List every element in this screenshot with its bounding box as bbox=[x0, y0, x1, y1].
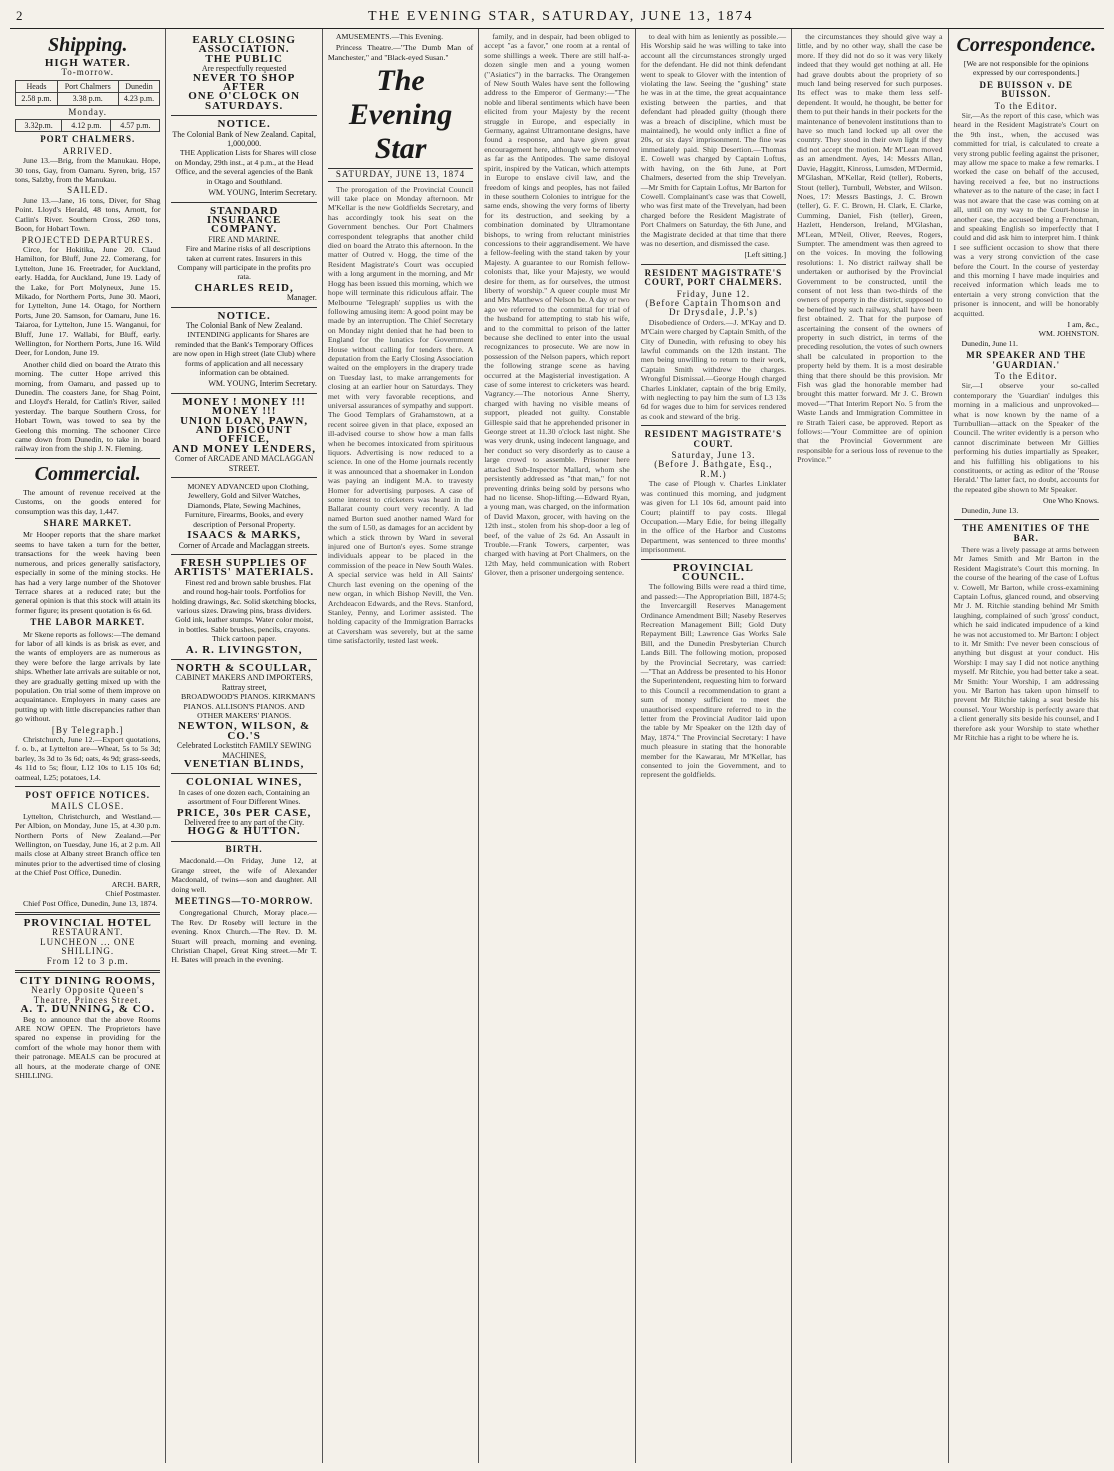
column-1 bbox=[10, 29, 166, 1463]
divider bbox=[641, 559, 786, 560]
postmaster-place: Chief Post Office, Dunedin, June 13, 1874. bbox=[23, 898, 158, 908]
high-water-heading: HIGH WATER. bbox=[44, 57, 131, 69]
notice-signature: WM. YOUNG, Interim Secretary. bbox=[208, 379, 317, 389]
labor-text: Mr Skene reports as follows:—The demand for labor of all kinds is as brisk as ever, and the wants of employers are as numerous as they were before the large arrivals by late ships. Whether late arrivals are suitable or not, they are gradually getting mixed up with the population. On trial some of them improve on acquaintance. Employers in many cases are putting up with little discrepancies rather than go without. bbox=[15, 629, 161, 724]
telegraph-label: [By Telegraph.] bbox=[51, 724, 124, 735]
divider bbox=[15, 786, 160, 787]
cabinet-makers-ad bbox=[171, 660, 316, 774]
fire-marine-label: FIRE AND MARINE. bbox=[208, 234, 281, 244]
news-text: family, and in despair, had been obliged to accept "as a favor," one room at a rental of some shillings a week. There are still half-a-dozen single men and a young women ("Asiatics") in the barracks. The Orangemen of New South Wales have sent the following address to the Emperor of Germany:—"The noble and liberal sentiments which have been elicited from your Majesty by the recent struggle in Europe, and especially in Germany, against Ultramontane designs, have found a response, and have given great encouragement here, although we be removed as far as the Antipodes. The same disloyal spirit, inspired by the Vatican, which attempts in Europe to enslave civil law, and the freedom of kings and peoples, has not failed in these southern Colonies to intrigue for the same ends, showing the very forms of liberty for its destruction, and seeking by a combination dominated by Ultramontane bishops, to wring from reluctant ministries concessions to their aggrandisement. We have a fellow-feeling with the stand taken by your Majesty. A guarantee to our Romish fellow-colonists that, like your Majesty, we would desire for them, as for ourselves, the utmost liberty of worship." A queer couple must Mr and Mrs Matthews of Nelson be. A day or two ago we referred to the committal for trial of the husband for attempting to stab his wife, and to the committal to prison of the latter because she declined to enter into the usual recognizances to prosecute. We are now in possession of the Nelson papers, which report the following strange scene as having occurred at the Magisterial investigation. A case of some interest to cricketers was heard. Vagrancy.—The notorious Anne Sherry, charged with having no visible means of support, pleaded not guilty. Constable Gillespie said that he apprehended prisoner in George street at 11.30 o'clock last night. She was very drunk, using indecent language, and her conduct so very disorderly as to cause a large crowd to assemble. Prisoner here attacked Sub-Inspector Mallard, whom she persistently addressed as "that man," for not preventing drinks being sold by persons who had no license. Shop-lifting.—Edward Ryan, a young man, was charged, on the information of David Maxon, grocer, with having on the 12th inst., stolen from his shop-door a leg of beef, of the value of 2s 6d. An Assault in Trouble.—Frank Towers, carpenter, was charged with having at Port Chalmers, on the 12th May, held communication with Robert Glover, then a prisoner undergoing sentence. bbox=[484, 32, 630, 578]
amusements-text: Princess Theatre.—"The Dumb Man of Manchester," and "Black-eyed Susan." bbox=[327, 43, 474, 62]
amenities-text: There was a lively passage at arms between Mr James Smith and Mr Barton in the Resident Magistrate's Court this morning. In the course of the hearing of the case of Loftus v. Cowell, Mr Barton, while cross-examining Captain Loftus, glanced round, and observing Mr J. M. Ritchie standing behind Mr Smith laughing, complained of such 'gross' conduct, which he said indicated impudence of a kind he was not accustomed to. Mr Barton: I object to it. Mr Smith: I've never been conscious of anything but disgust at your conduct. His Worship: I may say I did not notice anything myself. Mr Ritchie, you had better take a seat. Mr Smith: Your Worship, I am addressing you. Mr Barton has taken upon himself to prevent Mr Ritchie taking a seat beside his counsel. Your Worship is perfectly aware that a client generally sits beside his counsel, and I therefore ask your Worship to state whether Mr Ritchie has a right to be where he is. bbox=[953, 544, 1099, 743]
commercial-text: The amount of revenue received at the Customs, on the goods entered for consumption was this day, 1,447. bbox=[15, 487, 161, 516]
rmc-date: Saturday, June 13. bbox=[671, 450, 756, 461]
livingston-name: A. R. LIVINGSTON, bbox=[185, 643, 303, 656]
money-advanced-text: MONEY ADVANCED upon Clothing, Jewellery, Gold and Silver Watches, Diamonds, Plate, Sewing Machines, Furniture, Firearms, Books, and every description of Personal Property. bbox=[184, 482, 309, 529]
column-3 bbox=[323, 29, 479, 1463]
wines-price: PRICE, 30s PER CASE, bbox=[176, 806, 312, 819]
cabinet-title: CABINET MAKERS AND IMPORTERS, bbox=[175, 673, 313, 683]
divider bbox=[15, 970, 160, 973]
company-label: COMPANY. bbox=[210, 223, 278, 236]
divider bbox=[954, 519, 1099, 520]
amusements-heading: AMUSEMENTS.—This Evening. bbox=[335, 32, 444, 41]
divider bbox=[15, 458, 160, 459]
meetings-text: Congregational Church, Moray place.—The Rev. Dr Roseby will lecture in the evening. Knox Church.—The Rev. D. M. Stuart will preach, morning and evening. Christian Chapel, Great King street.—Mr T. H. Bates will preach in the evening. bbox=[171, 908, 317, 965]
tide-cell: 4.57 p.m. bbox=[111, 120, 160, 132]
notice-signature: WM. YOUNG, Interim Secretary. bbox=[208, 188, 317, 198]
restaurant-label: RESTAURANT. bbox=[52, 927, 124, 938]
tide-header: Dunedin bbox=[118, 80, 160, 92]
commercial-heading: Commercial. bbox=[34, 462, 141, 485]
share-text: Mr Hooper reports that the share market seems to have taken a turn for the better, transactions for the week having been numerous, and prices generally satisfactory, especially in some of the mining stocks. He has had a very large number of the Shotover Terrace shares at a reduced rate; but the general opinion is that this stock will attain its former figure; its present quotation is 6s 6d. bbox=[15, 530, 161, 615]
telegraph-text: Christchurch, June 12.—Export quotations, f. o. b., at Lyttelton are—Wheat, 5s to 5s 3d; barley, 3s 3d to 3s 6d; oats, 4s 9d; grass-seeds, 4s 11d to 5s; flour, L12 10s to L15 10s 6d; oatmeal, L25; potatoes, L4. bbox=[15, 735, 161, 782]
hours-label: From 12 to 3 p.m. bbox=[46, 955, 129, 966]
letter-sign: I am, &c., bbox=[1067, 319, 1099, 329]
isaacs-address: Corner of Arcade and Maclaggan streets. bbox=[178, 540, 310, 550]
standard-insurance-ad bbox=[171, 203, 316, 308]
paper-title: The Evening Star bbox=[348, 64, 453, 166]
colonial-wines-ad bbox=[171, 774, 316, 841]
standard-title: STANDARD INSURANCE bbox=[206, 204, 282, 226]
sewing-machines: Celebrated Lockstitch FAMILY SEWING MACHINES, bbox=[176, 741, 312, 760]
monday-label: Monday. bbox=[68, 106, 108, 117]
manager-label: Manager. bbox=[286, 293, 317, 303]
page-number: 2 bbox=[16, 8, 24, 23]
arrived-text: June 13.—Brig, from the Manukau. Hope, 30 tons, Gay, from Oamaru. Syren, brig, 157 tons, Salzby, from the Manukau. bbox=[15, 156, 161, 185]
charles-reid: CHARLES REID, bbox=[194, 281, 294, 294]
money-ad bbox=[171, 394, 316, 478]
notice-title: NOTICE. bbox=[217, 118, 271, 131]
letter-text: Sir,—I observe your so-called contemporary the 'Guardian' indulges this morning in a malicious and unprovoked—what is now known by the name of a Turnbullian—attack on the Speaker of the Council. The writer evidently is a person who cannot discriminate between Mr Gillies performing his duties impartially as Speaker, and his fulfilling his obligations to his constituents, or acting as editor of the 'Rouse Herald.' The latter fact, no doubt, accounts for the repeated gibe shown to Mr Speaker. bbox=[953, 381, 1099, 494]
sailed-text: June 13.—Jane, 16 tons, Diver, for Shag Point. Lloyd's Herald, 48 tons, Arnott, for Catlin's River. Southern Cross, 260 tons, Boon, for Hobart Town. bbox=[15, 195, 161, 234]
money-advanced-ad bbox=[171, 478, 316, 555]
letter-to: To the Editor. bbox=[994, 100, 1058, 111]
tide-table-monday bbox=[15, 119, 160, 132]
divider bbox=[15, 912, 160, 915]
one-oclock-line: ONE O'CLOCK ON SATURDAYS. bbox=[188, 90, 301, 112]
hogg-hutton: HOGG & HUTTON. bbox=[187, 825, 301, 838]
column-4 bbox=[479, 29, 635, 1463]
sailed-heading: SAILED. bbox=[67, 185, 109, 196]
rmc-date: Friday, June 12. bbox=[676, 288, 751, 299]
divider bbox=[641, 264, 786, 265]
post-office-heading: POST OFFICE NOTICES. bbox=[25, 790, 151, 801]
notice-title: NOTICE. bbox=[217, 309, 271, 322]
postmaster-name: ARCH. BARR, bbox=[111, 879, 161, 889]
correspondence-heading: Correspondence. bbox=[956, 34, 1096, 56]
dining-address: Nearly Opposite Queen's Theatre, Princes Street. bbox=[31, 985, 145, 1005]
postmaster-role: Chief Postmaster. bbox=[105, 889, 161, 899]
north-scoullar: NORTH & SCOULLAR, bbox=[176, 661, 312, 674]
letter-to: To the Editor. bbox=[994, 371, 1058, 381]
dunning-text: Beg to announce that the above Rooms ARE NOW OPEN. The Proprietors have spared no expense in providing for the comfort of the whole may honor them with their patronage. MEALS can be procured at all hours, at the moderate charge of ONE SHILLING. bbox=[15, 1014, 161, 1080]
letter-title: DE BUISSON v. DE BUISSON. bbox=[979, 79, 1073, 100]
dining-rooms-title: CITY DINING ROOMS, bbox=[19, 974, 156, 987]
notice-text: INTENDING applicants for Shares are reminded that the Bank's Temporary Offices are now open in High street (late Club) where forms of application and all necessary information can be obtained. bbox=[172, 330, 316, 377]
notice-text: THE Application Lists for Shares will close on Monday, 29th inst., at 4 p.m., at the Head Office, and the several agencies of the Bank in Otago and Southland. bbox=[174, 148, 317, 186]
rmc-bench: (Before J. Bathgate, Esq., R.M.) bbox=[654, 459, 773, 479]
notice-subtitle: The Colonial Bank of New Zealand. Capital, 1,000,000. bbox=[172, 129, 316, 149]
shipping-heading: Shipping. bbox=[47, 34, 128, 56]
fire-text: Fire and Marine risks of all descriptions taken at current rates. Insurers in this Company will participate in the profits pro rata. bbox=[177, 244, 311, 282]
arrived-heading: ARRIVED. bbox=[62, 145, 113, 156]
bank-notice-1 bbox=[171, 116, 316, 202]
union-loan-title: UNION LOAN, PAWN, AND DISCOUNT OFFICE, bbox=[180, 414, 309, 446]
provincial-council-text: The following Bills were read a third time, and passed:—The Appropriation Bill, 1874-5; the Invercargill Reserves Management Ordinance Amendment Bill; Naseby Reserves Recreation Management Bill; Gold Duty Repayment Bill; Lawrence Gas Works Sale Bill, and the Dunedin Presbyterian Church Lands Bill. The following motion, proposed by the Provincial Secretary, was carried:—"That an Address be presented to his Honor the Superintendent, requesting him to forward to this Council a recommendation to grant a sum of money sufficient to meet the unauthorised expenditure referred to in the letter from the Provincial Auditor laid upon the table by Mr Speaker on the 12th day of May, 1874." The Provincial Secretary: I have much pleasure in stating that the honorable member for the Kawarau, Mr M'Kellar, has consented to join the Government, and to represent the goldfields. bbox=[640, 582, 787, 780]
meetings-heading: MEETINGS—TO-MORROW. bbox=[174, 895, 314, 906]
tide-cell: 2.58 p.m. bbox=[16, 93, 58, 105]
the-public: THE PUBLIC bbox=[205, 52, 283, 65]
tide-header: Heads bbox=[16, 80, 58, 92]
port-chalmers-heading: PORT CHALMERS. bbox=[40, 134, 136, 145]
disclaimer: [We are not responsible for the opinions expressed by our correspondents.] bbox=[963, 59, 1089, 78]
letter-sign: One Who Knows. bbox=[1043, 496, 1099, 506]
respectfully-line: Are respectfully requested bbox=[201, 64, 287, 74]
ship-news: Another child died on board the Atrato this morning. The cutter Hope arrived this morning, from Oamaru, and passed up to Dunedin. The coasters Jane, for Shag Point, and Lloyd's Herald, for Catlin's River, sailed yesterday. The barque Southern Cross, for Hobart Town, was towed to sea by the Geelong this morning. The schooner Circe came down from Dunedin, to take in board railway iron from the ship J. N. Fleming. bbox=[15, 359, 161, 454]
newton-wilson: NEWTON, WILSON, & CO.'S bbox=[178, 720, 311, 742]
birth-text: Macdonald.—On Friday, June 12, at Grange street, the wife of Alexander Macdonald, of twins—son and daughter. All doing well. bbox=[171, 856, 317, 894]
dunning-name: A. T. DUNNING, & CO. bbox=[20, 1003, 155, 1016]
rmc-heading: RESIDENT MAGISTRATE'S COURT. bbox=[644, 429, 783, 449]
letter-name: WM. JOHNSTON. bbox=[1038, 329, 1099, 339]
notice-subtitle: The Colonial Bank of New Zealand. bbox=[185, 320, 303, 330]
letter-title: MR SPEAKER AND THE 'GUARDIAN.' bbox=[966, 350, 1087, 370]
masthead bbox=[10, 6, 1104, 29]
mails-close-heading: MAILS CLOSE. bbox=[51, 801, 125, 812]
column-6 bbox=[792, 29, 948, 1463]
tide-cell: 3.32p.m. bbox=[16, 120, 62, 132]
hotel-title: PROVINCIAL HOTEL bbox=[23, 916, 152, 929]
columns bbox=[10, 29, 1104, 1463]
column-5 bbox=[636, 29, 792, 1463]
fresh-text: Finest red and brown sable brushes. Flat and round hog-hair tools. Portfolios for holding drawings, &c. Solid sketching blocks, various sizes. Drawing pins, brass dividers. Gold ink, leather stumps. Water color moist, in bottles. Sable brushes, pencils, crayons. Thick cartoon paper. bbox=[172, 577, 317, 644]
masthead-title: THE EVENING STAR, SATURDAY, JUNE 13, 1874 bbox=[368, 9, 754, 24]
wines-text: In cases of one dozen each, Containing an assortment of Four Different Wines. bbox=[178, 787, 310, 807]
rmc-text: The case of Plough v. Charles Linklater was continued this morning, and judgment was given for L1 10s 6d, amount paid into Court; plaintiff to pay costs. Illegal Occupation.—Mary Edie, for being illegally in the office of the Harbor and Customs Department, was sentenced to three months' imprisonment. bbox=[640, 479, 787, 555]
rmc-bench: (Before Captain Thomson and Dr Drysdale, J.P.'s) bbox=[645, 297, 782, 318]
letter-place: Dunedin, June 13. bbox=[961, 505, 1019, 515]
isaacs-marks: ISAACS & MARKS, bbox=[187, 529, 301, 542]
rattray-street: Rattray street, bbox=[221, 682, 267, 692]
tide-table-tomorrow bbox=[15, 80, 160, 106]
fresh-title: FRESH SUPPLIES OF ARTISTS' MATERIALS. bbox=[174, 556, 315, 579]
never-line: NEVER TO SHOP AFTER bbox=[192, 71, 296, 94]
tide-cell: 4.12 p.m. bbox=[62, 120, 111, 132]
early-closing-title: EARLY CLOSING ASSOCIATION. bbox=[192, 34, 296, 56]
tide-header: Port Chalmers bbox=[57, 80, 118, 92]
tide-cell: 3.38 p.m. bbox=[57, 93, 118, 105]
arcade-address: Corner of ARCADE AND MACLAGGAN STREET. bbox=[175, 454, 314, 473]
artists-materials-ad bbox=[171, 555, 316, 660]
venetian-blinds: VENETIAN BLINDS, bbox=[183, 758, 305, 771]
share-market-heading: SHARE MARKET. bbox=[43, 518, 132, 529]
projected-text: Circe, for Hokitika, June 20. Claud Hamilton, for Bluff, June 22. Comerang, for Lyttelton, June 16. Freetrader, for Auckland, early. Hadda, for Auckland, June 19. Lady of the Lake, for Port Molyneux, June 15. Mikado, for Northern Ports, June 30. Maori, for Lyttelton, June 14. Otago, for Northern Ports, June 20. Samson, for Oamaru, June 16. Taiaroa, for Lyttelton, June 15. Wanganui, for Bluff, June 17. Wallabi, for Bluff, early. Wellington, for Northern Ports, June 16. Wild Deer, for London, June 19. bbox=[15, 244, 161, 358]
pianos-list: BROADWOOD'S PIANOS. KIRKMAN'S PIANOS. ALLISON'S PIANOS. AND OTHER MAKERS' PIANOS. bbox=[180, 692, 316, 720]
dateline: SATURDAY, JUNE 13, 1874 bbox=[328, 168, 473, 181]
left-sitting: [Left sitting.] bbox=[744, 250, 787, 260]
tomorrow-label: To-morrow. bbox=[61, 67, 114, 78]
luncheon-label: LUNCHEON ... ONE SHILLING. bbox=[40, 936, 136, 957]
letter-place: Dunedin, June 11. bbox=[961, 338, 1018, 348]
column-2 bbox=[166, 29, 322, 1463]
column-7 bbox=[949, 29, 1104, 1463]
labor-market-heading: THE LABOR MARKET. bbox=[30, 617, 145, 628]
council-text: the circumstances they should give way a little, and by no other way, shall the case be more. If they did not do so it was very likely indeed that they would get nothing at all. He had grave doubts about the propriety of so much land being reserved for such purposes. Its effect was to make them less self-dependent. It would, he thought, be better for them to put their hands in their pockets for the maintenance of benevolent institutions than to have so much land locked up all over the country. They stood in their own light if they did not accept the motion. Mr M'Lean moved as an amendment. Ayes, 14: Messrs Allan, Davie, Haggitt, Kinross, Lumsden, M'Dermid, M'Glashan, M'Kellar, Reid (teller), Roberts, Stout (teller), Turnbull, Webster, and Wilson. Noes, 17: Messrs Bastings, J. C. Brown (teller), G. F. C. Brown, H. Clark, E. Clarke, Cumming, Daniel, Fish (teller), Green, Hazlett, Henderson, Ireland, M'Glashan, M'Lean, M'Neil, Oliver, Reeves, Rogers, Sumpter. The amendment was then agreed to on the voices. In moving the following resolutions: 1. No district railway shall be undertaken or authorised by the Provincial Government to be constructed, until the consent of not less than two-thirds of the owners of property in the district, supposed to be benefited by such railway, shall have been first obtained. 2. That for the purpose of ascertaining the consent of the owners of property in such district, in terms of the preceding resolution, the votes of such owners shall be calculated in proportion to the property held by them. It is a most desirable thing that there should be this provision. Mr Fish was glad the honorable member had brought this matter forward. Mr J. C. Brown moved—"That Interim Report No. 5 from the Waste Lands and Immigration Committee in re Strath Taieri case, be approved. Report as follows:—'Your Committee are of opinion that the Provincial Government are responsible for a serious loss of revenue to the Province.'" bbox=[797, 32, 943, 465]
court-text: to deal with him as leniently as possible.—His Worship said he was willing to take into account all the circumstances strongly urged for the defendant. He did not think defendant went to speak to Glover with the intention of violating the law. Seeing the "gushing" state he was in at the time, the great acquaintance existing between the parties, and that defendant had pleaded guilty (though there was a breach of discipline, which must be maintained), he would only inflict a fine of 20s, or six days' imprisonment. The fine was immediately paid. Ship Desertion.—Thomas E. Cowell was charged by Captain Loftus, with having, on the 6th June, at Port Chalmers, deserted from the ship Trevelyan.—Mr Smith for Captain Loftus, Mr Barton for Cowell. Complainant's case was that Cowell, who was first mate of the Trevelyan, had been charged before the Resident Magistrate of Port Chalmers on Saturday, the 6th June, and the Magistrate decided at that time that there was no desertion, and dismissed the case. bbox=[640, 32, 787, 248]
rmc-text: Disobedience of Orders.—J. M'Kay and D. M'Cain were charged by Captain Smith, of the City of Dunedin, with refusing to obey his lawful commands on the 12th instant. The men being unwilling to return to their work, Captain Smith withdrew the charges. Wrongful Dismissal.—George Hough charged Charles Linklater, captain of the brig Emily, with neglecting to pay him the sum of L3 13s 6d for wages due to him for services rendered as cook and steward of the brig. bbox=[640, 317, 787, 421]
birth-heading: BIRTH. bbox=[225, 843, 263, 854]
mails-text: Lyttelton, Christchurch, and Westland.—Per Albion, on Monday, June 15, at 4.30 p.m. Northern Ports of New Zealand.—Per Wellington, on Tuesday, June 16, at 2 p.m. All mails close at Albany street Branch office ten minutes prior to the advertised time of closing at the Chief Post Office, Dunedin. bbox=[15, 811, 161, 878]
divider bbox=[641, 425, 786, 426]
projected-heading: PROJECTED DEPARTURES. bbox=[21, 234, 154, 245]
provincial-council-heading: PROVINCIAL COUNCIL. bbox=[672, 561, 754, 583]
wines-delivered: Delivered free to any part of the City. bbox=[184, 818, 305, 828]
letter-text: Sir,—As the report of this case, which was heard in the Resident Magistrate's Court on the 9th inst., when, the accused was committed for trial, is calculated to create a very strong public feeling against the prisoner, may allow me space to make a few remarks. I worked the case on behalf of the accused, having received a fee, but no instructions whatever as to the nature of the case; in fact I was not aware that the case was coming on at all, until on my way to the Court-house in another case, the accused being a Frenchman, and speaking English so imperfectly that I could and did ask him to interpret him. I think I see sufficient occasion to show that there was a very strong conviction of the case before the Court. In the course of yesterday and this morning I have made inquiries and received information which leads me to entertain a very strong conviction that the prisoner is innocent, and will be honorably acquitted. bbox=[953, 111, 1099, 318]
colonial-wines-title: COLONIAL WINES, bbox=[185, 776, 303, 789]
tide-cell: 4.23 p.m. bbox=[118, 93, 160, 105]
news-text: The prorogation of the Provincial Council will take place on Monday afternoon. Mr M'Kellar is the new Goldfields Secretary, and has accordingly took his seat on the Government benches. Our Port Chalmers correspondent telegraphs that another child died on board the Atrato this afternoon. In the matter of Outred v. Hogg, the time of the Resident Magistrate's Court was occupied with a long argument in the morning, and Mr Hogg has been issued this morning, which we hope will terminate this ridiculous affair. The Melbourne 'Telegraph' supplies us with the following amusing item: A good point may be made by an interruption. The Chief Secretary on Monday night denied that he had been to England for the lunatics for Government House without calling for tenders there. A deputation from the Early Closing Association waited on the employers in the drapery trade on Tuesday last, to make arrangements for closing at an earlier hour on Saturdays. They met with very favorable receptions, and universal assurances of sympathy and support. The Good Templars of Grahamstown, at a recent soiree given in that place, exposed an ill-advised course to show how a man falls when he becomes intoxicated from spirituous liquors. Advertising is now reduced to a science. In one of the Home journals recently it was announced that a shoemaker in London was paying an indigent M.A. to travesty Homer for advertising purposes. A case of some interest to cricketers was heard in the Ballarat county court very recently. A lad named Burton sued another named Ward for the sum of L50, as damages for an accident by which a stick thrown by Ward in several injured one of Burton's eyes. Some strange individuals appear to be placed in the commission of the peace in New South Wales. A special service was held in All Saints' Church last evening on the opening of the new organ, in which Bishop Nevill, the Ven. Archdeacon Edwards, and the Revs. Stanford, Stanley, Penny, and Lorimer assisted. The holding capacity of the Immigration Barracks at Caversham was severely, but at the same time satisfactorily, tested last week. bbox=[327, 184, 474, 646]
bank-notice-2 bbox=[171, 308, 316, 394]
amenities-heading: THE AMENITIES OF THE BAR. bbox=[962, 523, 1091, 543]
rmc-port-chalmers-heading: RESIDENT MAGISTRATE'S COURT, PORT CHALMERS. bbox=[644, 267, 783, 288]
money-title: MONEY ! MONEY !!! MONEY !!! bbox=[182, 395, 306, 418]
money-lenders-title: AND MONEY LENDERS, bbox=[172, 442, 317, 455]
early-closing-ad bbox=[171, 32, 316, 116]
